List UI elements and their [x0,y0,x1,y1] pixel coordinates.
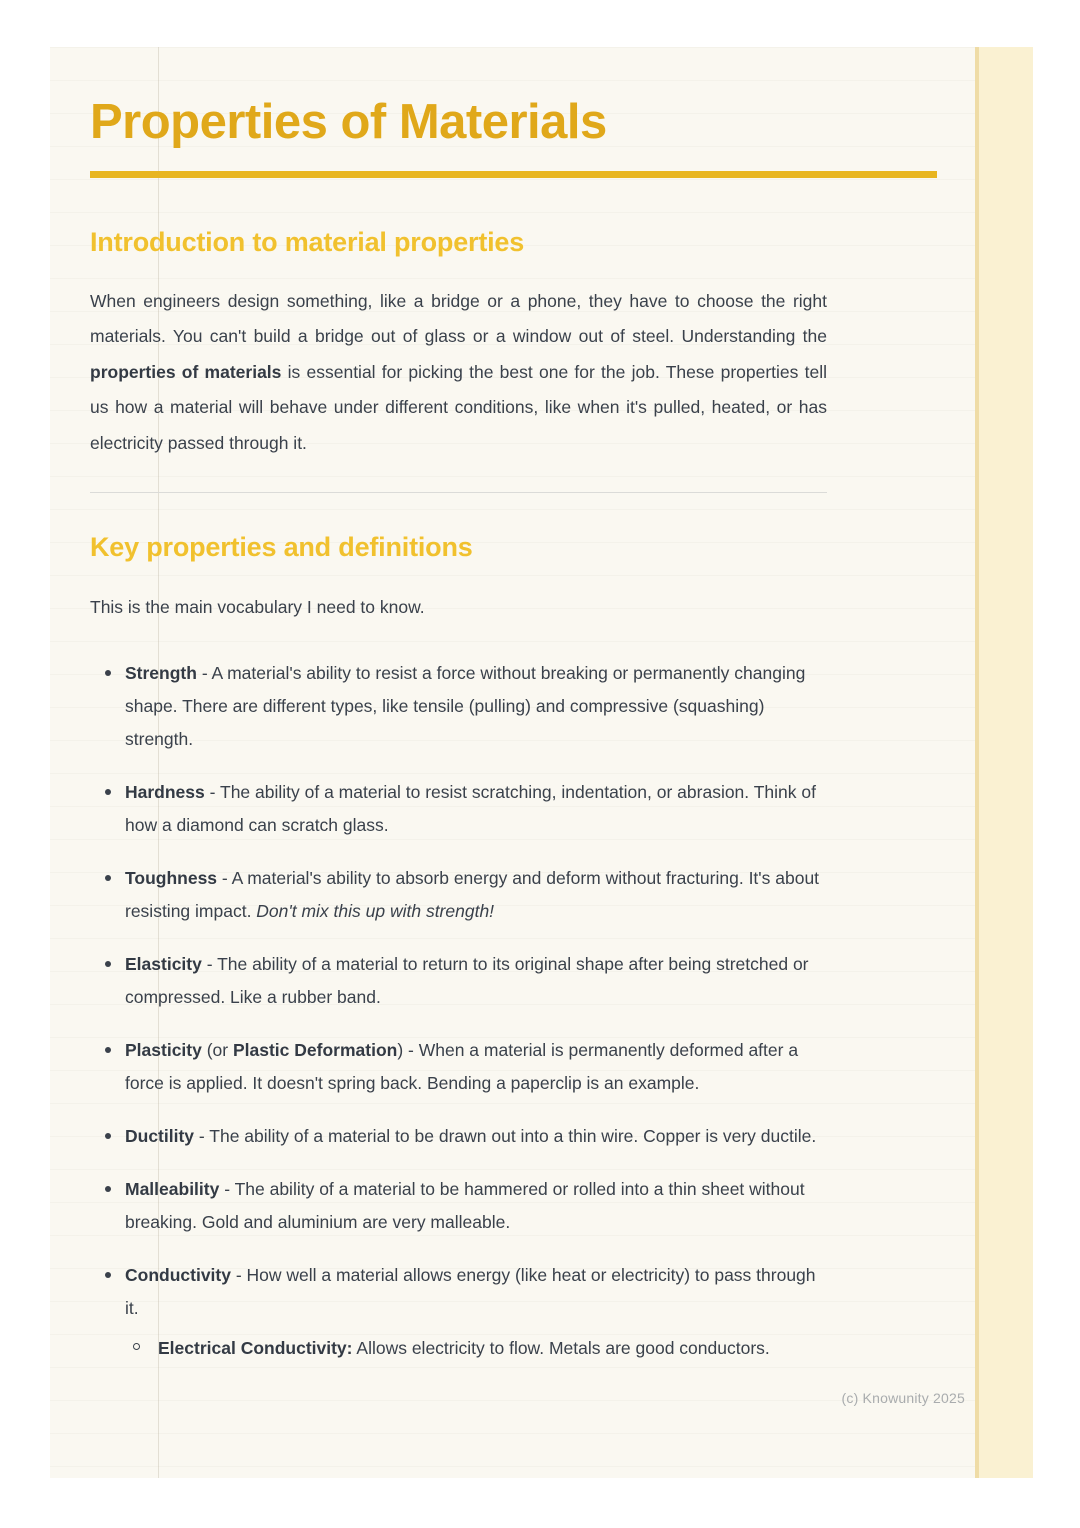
bullet-icon [105,961,111,967]
bullet-icon [105,1186,111,1192]
list-item-text: Elasticity - The ability of a material to return to its original shape after being stretched or compressed. Like a rubber band. [125,953,809,1007]
bullet-icon [105,670,111,676]
section-divider [90,492,827,493]
list-item [105,948,827,1014]
list-item [105,862,827,928]
list-item-text: Hardness - The ability of a material to resist scratching, indentation, or abrasion. Think of how a diamond can scratch glass. [125,781,816,835]
list-item-text: Plasticity (or Plastic Deformation) - When a material is permanently deformed after a force is applied. It doesn't spring back. Bending a paperclip is an example. [125,1039,799,1093]
page-title: Properties of Materials [90,95,607,149]
bullet-icon [105,1272,111,1278]
list-item [105,1034,827,1100]
sub-list-item-text: Electrical Conductivity: Allows electricity to flow. Metals are good conductors. [158,1337,770,1358]
sub-list [125,1332,827,1365]
hollow-bullet-icon [133,1343,140,1350]
list-item [105,1173,827,1239]
key-properties-list [90,657,827,1365]
list-item-text: Strength - A material's ability to resist a force without breaking or permanently changing shape. There are different types, like tensile (pulling) and compressive (squashing) strength. [125,662,806,749]
list-item [105,1259,827,1365]
list-item-text: Malleability - The ability of a material to be hammered or rolled into a thin sheet without breaking. Gold and aluminium are very malleable. [125,1178,805,1232]
list-item [105,1120,827,1153]
bullet-icon [105,789,111,795]
bullet-icon [105,1133,111,1139]
list-item [105,776,827,842]
list-item [105,657,827,756]
section-heading-key-properties: Key properties and definitions [90,532,473,563]
title-underline [90,171,937,178]
list-item-text: Conductivity - How well a material allows energy (like heat or electricity) to pass through it. [125,1264,816,1318]
notebook-sheet [50,47,1033,1478]
document-content [90,47,827,1385]
side-accent-strip [975,47,1033,1478]
list-item-text: Toughness - A material's ability to absorb energy and deform without fracturing. It's about resisting impact. Don't mix this up with strength! [125,867,820,921]
section-heading-introduction: Introduction to material properties [90,226,525,257]
intro-paragraph: When engineers design something, like a bridge or a phone, they have to choose the right materials. You can't build a bridge out of glass or a window out of steel. Understanding the properties of materials is essential for picking the best one for the job. These properties tell us how a material will behave under different conditions, like when it's pulled, heated, or has electricity passed through it. [90,290,828,453]
copyright-footer: (c) Knowunity 2025 [841,1390,965,1406]
list-item-text: Ductility - The ability of a material to be drawn out into a thin wire. Copper is very ductile. [125,1125,817,1146]
bullet-icon [105,875,111,881]
sub-list-item [125,1332,827,1365]
key-lead-text: This is the main vocabulary I need to know. [90,596,425,617]
bullet-icon [105,1047,111,1053]
